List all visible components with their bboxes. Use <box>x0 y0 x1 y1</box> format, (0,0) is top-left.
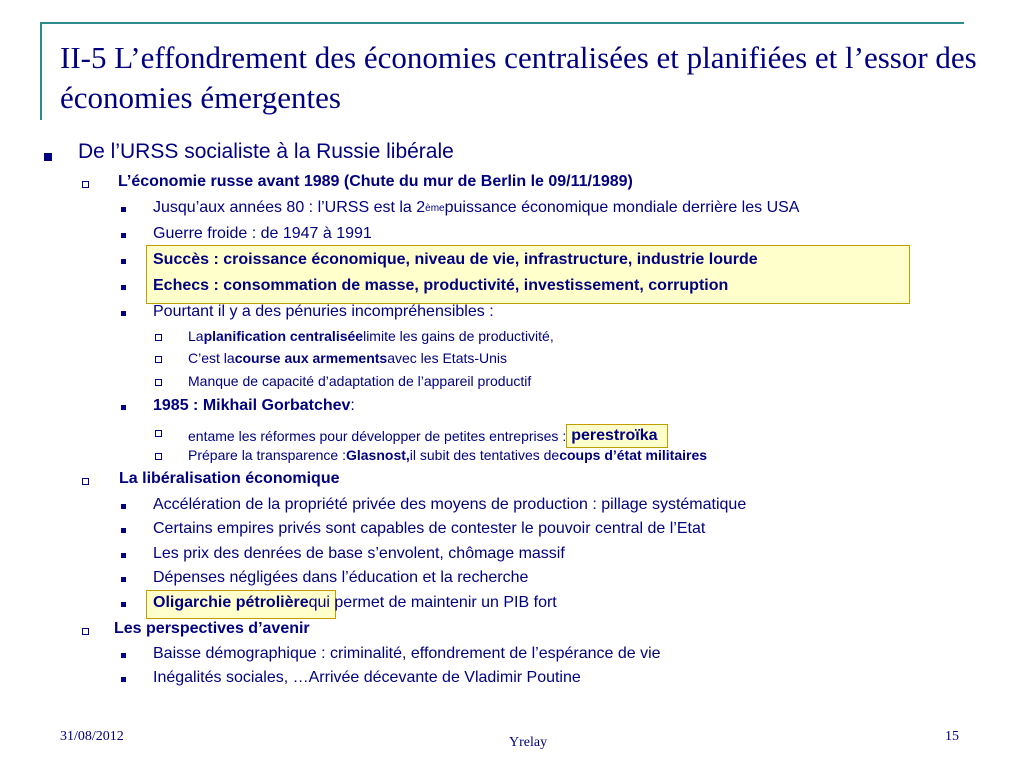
bullet-square-icon <box>121 577 126 582</box>
perestroika-highlight: perestroïka <box>566 424 668 448</box>
item-text: Baisse démographique : criminalité, effondrement de l’espérance de vie <box>153 645 661 662</box>
bullet-square-icon <box>121 602 126 607</box>
item-text: La <box>188 328 204 344</box>
item-text: il subit des tentatives de <box>409 447 560 463</box>
sub-heading-text: L’économie russe avant 1989 (Chute du mur de Berlin le 09/11/1989) <box>118 173 633 190</box>
item-text: Echecs : consommation de masse, productivité, investissement, corruption <box>153 277 729 294</box>
item-text: Certains empires privés sont capables de contester le pouvoir central de l’Etat <box>153 520 706 537</box>
item-text: Guerre froide : de 1947 à 1991 <box>153 225 372 242</box>
title-rule <box>40 22 964 24</box>
bullet-square-icon <box>121 259 126 264</box>
item-text: qui permet de maintenir un PIB fort <box>308 594 557 611</box>
list-item <box>153 303 494 321</box>
item-text: entame les réformes pour développer de petites entreprises : <box>188 428 567 444</box>
bullet-square-icon <box>121 504 126 509</box>
list-item <box>153 669 581 687</box>
bullet-square-icon <box>121 405 126 410</box>
heading-urss: De l’URSS socialiste à la Russie libérale <box>78 140 454 163</box>
item-text-bold: planification centralisée <box>203 328 364 344</box>
slide-title: II-5 L’effondrement des économies centralisées et planifiées et l’essor des économies émergentes <box>60 40 977 115</box>
hollow-square-icon <box>155 356 162 363</box>
sub-heading-text: La libéralisation économique <box>119 470 340 487</box>
list-item-failure <box>153 277 728 295</box>
item-text-bold: 1985 : Mikhail Gorbatchev <box>153 397 351 414</box>
footer-author: Yrelay <box>509 735 548 750</box>
bullet-square-icon <box>121 653 126 658</box>
hollow-square-icon <box>155 379 162 386</box>
hollow-square-icon <box>82 181 89 188</box>
item-text: Inégalités sociales, …Arrivée décevante de Vladimir Poutine <box>153 669 581 686</box>
sub-heading-2 <box>119 470 340 488</box>
bullet-square-icon <box>121 207 126 212</box>
item-text: Succès : croissance économique, niveau de vie, infrastructure, industrie lourde <box>153 251 758 268</box>
bullet-square-icon <box>121 285 126 290</box>
item-text: Prépare la transparence : <box>188 447 346 463</box>
item-text: avec les Etats-Unis <box>387 350 508 366</box>
list-subitem <box>188 424 668 448</box>
list-subitem <box>188 447 707 463</box>
item-text: : <box>350 397 355 414</box>
sub-heading-1 <box>118 173 633 191</box>
hollow-square-icon <box>155 430 162 437</box>
item-text: C’est la <box>188 350 235 366</box>
sub-heading-3 <box>114 620 310 638</box>
list-item <box>153 545 565 563</box>
hollow-square-icon <box>82 478 89 485</box>
footer-page-number: 15 <box>945 729 959 744</box>
list-item-success <box>153 251 758 269</box>
footer-date: 31/08/2012 <box>60 729 124 744</box>
bullet-square-icon <box>121 528 126 533</box>
item-text: puissance économique mondiale derrière les USA <box>444 199 800 216</box>
hollow-square-icon <box>155 453 162 460</box>
item-text: Pourtant il y a des pénuries incompréhensibles : <box>153 303 494 320</box>
item-text: Manque de capacité d’adaptation de l’appareil productif <box>188 373 532 389</box>
list-item <box>153 594 557 612</box>
list-item <box>153 645 661 663</box>
item-text: Dépenses négligées dans l’éducation et la recherche <box>153 569 529 586</box>
list-subitem <box>188 373 531 389</box>
bullet-square-icon <box>121 311 126 316</box>
hollow-square-icon <box>155 334 162 341</box>
bullet-level1 <box>78 140 454 164</box>
item-text: Jusqu’aux années 80 : l’URSS est la 2 <box>153 199 426 216</box>
list-item <box>153 397 355 415</box>
list-subitem <box>188 350 507 366</box>
bullet-square-icon <box>44 153 52 161</box>
list-item <box>153 199 799 217</box>
list-item <box>153 569 528 587</box>
item-text-bold: Oligarchie pétrolière <box>153 594 309 611</box>
bullet-square-icon <box>121 677 126 682</box>
item-text-bold: course aux armements <box>234 350 388 366</box>
list-subitem <box>188 328 554 344</box>
list-item <box>153 225 372 243</box>
sub-heading-text: Les perspectives d’avenir <box>114 620 310 637</box>
hollow-square-icon <box>82 628 89 635</box>
title-side-rule <box>40 22 42 120</box>
item-text: Accélération de la propriété privée des moyens de production : pillage systématique <box>153 496 747 513</box>
item-text-bold: Glasnost, <box>345 447 410 463</box>
superscript: ème <box>425 202 445 214</box>
list-item <box>153 520 705 538</box>
item-text: limite les gains de productivité, <box>363 328 554 344</box>
list-item <box>153 496 746 514</box>
bullet-square-icon <box>121 233 126 238</box>
bullet-square-icon <box>121 553 126 558</box>
item-text-bold: coups d’état militaires <box>559 447 708 463</box>
item-text: Les prix des denrées de base s’envolent, chômage massif <box>153 545 565 562</box>
